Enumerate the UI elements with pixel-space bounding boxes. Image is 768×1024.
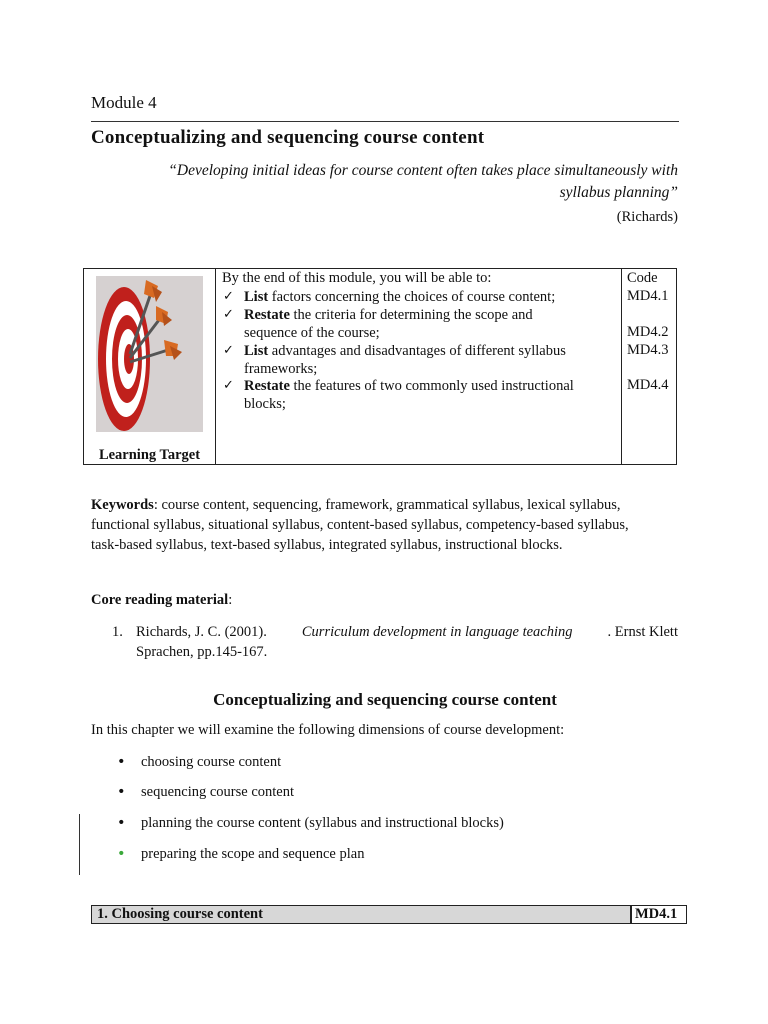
core-reading-colon: :	[228, 592, 233, 608]
epigraph-source: (Richards)	[616, 209, 678, 225]
objectives-intro: By the end of this module, you will be able to:	[222, 270, 492, 286]
objective-text: advantages and disadvantages of different syllabus	[268, 343, 566, 359]
bullseye-icon	[96, 276, 203, 432]
code-md4-1: MD4.1	[627, 288, 669, 304]
bullet-icon: •	[117, 846, 126, 862]
keywords-line-2: functional syllabus, situational syllabus, content-based syllabus, competency-based syllabus,	[91, 517, 629, 533]
code-md4-4: MD4.4	[627, 377, 669, 393]
checkmark-icon: ✓	[223, 307, 234, 322]
keywords-line-1: : course content, sequencing, framework, grammatical syllabus, lexical syllabus,	[153, 497, 621, 513]
keywords-paragraph	[91, 495, 679, 555]
epigraph	[110, 160, 678, 204]
objective-2	[223, 306, 616, 342]
module-label: Module 4	[91, 93, 157, 112]
code-md4-3: MD4.3	[627, 342, 669, 358]
learning-target-cell	[84, 269, 216, 464]
reference-title: Curriculum development in language teaching	[301, 624, 573, 640]
learning-target-table	[83, 268, 677, 465]
checkmark-icon: ✓	[223, 343, 234, 358]
core-reading-heading	[91, 592, 232, 609]
bullet-icon: •	[117, 784, 126, 800]
core-reading-label: Core reading material	[91, 592, 229, 608]
code-md4-2: MD4.2	[627, 324, 669, 340]
section-heading: Conceptualizing and sequencing course content	[213, 690, 557, 709]
page-title: Conceptualizing and sequencing course content	[91, 127, 485, 148]
objective-text-cont: frameworks;	[244, 361, 318, 377]
objective-text-cont: sequence of the course;	[244, 325, 380, 341]
objective-4	[223, 377, 616, 413]
bullet-icon: •	[117, 815, 126, 831]
code-header: Code	[627, 270, 658, 286]
keywords-label: Keywords	[91, 497, 154, 513]
checkmark-icon: ✓	[223, 378, 234, 393]
reference-line-2: Sprachen, pp.145-167.	[136, 644, 268, 660]
bullet-text: sequencing course content	[141, 784, 295, 800]
objective-verb: Restate	[244, 378, 290, 394]
bullet-text: choosing course content	[141, 754, 282, 770]
bullet-text: planning the course content (syllabus and instructional blocks)	[141, 815, 504, 831]
keywords-line-3: task-based syllabus, text-based syllabus, integrated syllabus, instructional blocks.	[91, 537, 563, 553]
bullet-text: preparing the scope and sequence plan	[141, 846, 365, 862]
bullet-icon: •	[117, 754, 126, 770]
subsection-code: MD4.1	[630, 905, 687, 924]
learning-target-caption: Learning Target	[98, 447, 201, 463]
objectives-cell	[216, 269, 622, 464]
reference-text	[136, 622, 678, 662]
objective-1	[223, 288, 616, 306]
target-arrows-image	[96, 276, 203, 432]
section-intro: In this chapter we will examine the following dimensions of course development:	[91, 722, 565, 738]
epigraph-line-1: “Developing initial ideas for course content often takes place simultaneously with	[168, 162, 678, 179]
objective-verb: List	[244, 289, 269, 305]
subsection-header	[91, 905, 685, 924]
objective-3	[223, 342, 616, 378]
reference-publisher: . Ernst Klett	[607, 624, 678, 640]
objective-verb: List	[244, 343, 269, 359]
reference-number: 1.	[112, 624, 123, 640]
subsection-title: 1. Choosing course content	[91, 905, 632, 924]
objective-verb: Restate	[244, 307, 290, 323]
objective-text: factors concerning the choices of course content;	[268, 289, 556, 305]
reference-authors: Richards, J. C. (2001).	[136, 624, 267, 640]
checkmark-icon: ✓	[223, 289, 234, 304]
epigraph-line-2: syllabus planning”	[559, 184, 678, 201]
change-bar	[79, 814, 80, 875]
objective-text: the features of two commonly used instructional	[289, 378, 574, 394]
header-rule	[91, 121, 679, 122]
codes-cell	[622, 269, 676, 464]
objective-text: the criteria for determining the scope and	[289, 307, 533, 323]
objective-text-cont: blocks;	[244, 396, 286, 412]
